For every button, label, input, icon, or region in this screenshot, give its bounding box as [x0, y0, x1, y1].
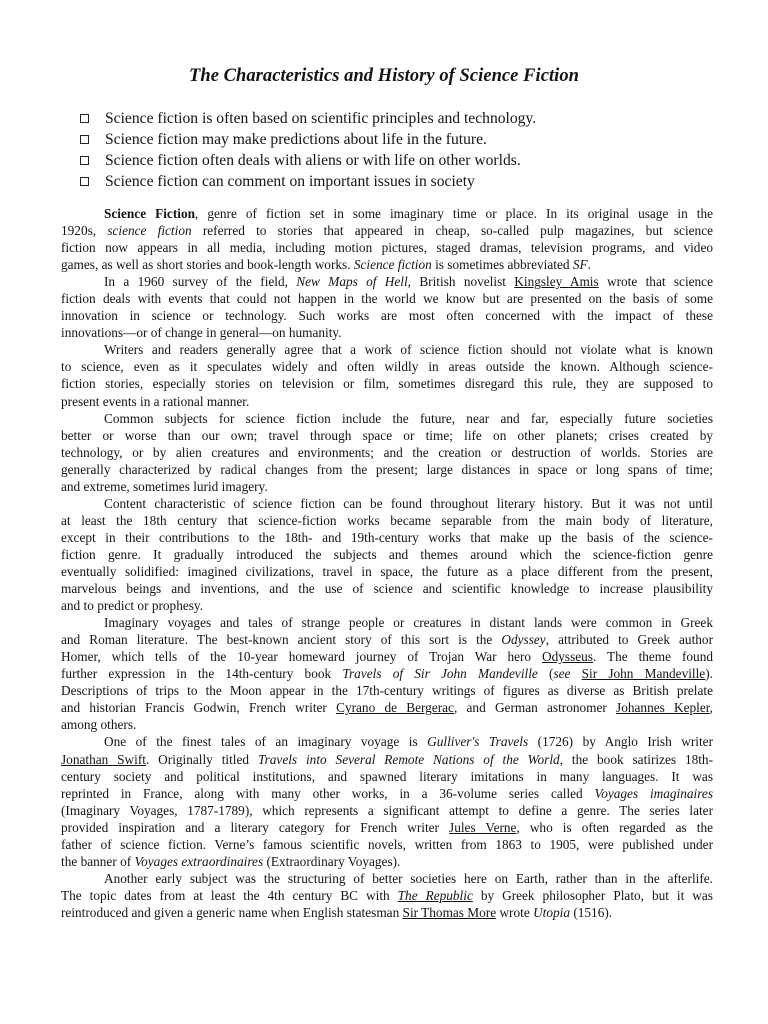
body-line — [61, 682, 713, 699]
body-line — [61, 597, 713, 614]
body-line — [61, 665, 713, 682]
body-line — [61, 205, 713, 222]
body-line — [61, 495, 713, 512]
text-run: provided inspiration and a literary category for French writer — [61, 819, 450, 835]
text-run: father of science fiction. Verne’s famous scientific novels, written from 1863 to 1905, were published under — [61, 836, 713, 852]
text-run: referred to stories that appeared in cheap, so-called pulp magazines, but science — [191, 223, 713, 239]
text-run: . — [587, 257, 591, 273]
emphasized-text: Voyages imaginaires — [594, 785, 713, 801]
text-run: , attributed to Greek author — [545, 632, 713, 648]
text-run: (Imaginary Voyages, 1787-1789), which represents a significant attempt to define a genre. The series later — [61, 802, 713, 818]
text-run: 1920s, — [61, 223, 108, 239]
emphasized-text: Gulliver's Travels — [427, 734, 529, 750]
bullet-list — [80, 108, 536, 192]
emphasized-text: Travels of Sir John Mandeville — [342, 666, 538, 682]
emphasized-text: Science fiction — [353, 257, 432, 273]
body-line — [61, 358, 713, 375]
body-line — [61, 802, 713, 819]
text-run: present events in a rational manner. — [61, 393, 250, 409]
text-run: marvelous beings and inventions, and the use of science and scientific knowledge to increase plausibility — [61, 581, 713, 597]
hyperlink[interactable]: The Republic — [397, 887, 473, 903]
body-line — [61, 256, 713, 273]
emphasized-text: Voyages extraordinaires — [134, 853, 264, 869]
text-run: except in their contributions to the 18th- and 19th-century works that make up the basis of the science- — [61, 529, 713, 545]
body-line — [61, 546, 713, 563]
text-run: generally characterized by radical changes from the present; large distances in space or long spans of time; — [61, 461, 713, 477]
text-run: and to predict or prophesy. — [61, 598, 204, 614]
body-line — [61, 341, 713, 358]
body-line — [61, 699, 713, 716]
article-body — [61, 205, 713, 921]
text-run: ( — [537, 666, 554, 682]
body-line — [61, 290, 713, 307]
text-run: reprinted in France, along with many other works, in a 36-volume series called — [61, 785, 595, 801]
text-run: . Originally titled — [145, 751, 258, 767]
hyperlink[interactable]: Sir John Mandeville — [581, 666, 706, 682]
text-run: among others. — [61, 717, 137, 733]
text-run: ). — [705, 666, 713, 682]
text-run: by Greek philosopher Plato, but it was — [472, 887, 713, 903]
emphasized-text: Science Fiction — [104, 206, 195, 221]
bullet-item — [80, 150, 536, 171]
text-run: further expression in the 14th-century book — [61, 666, 343, 682]
text-run: wrote — [496, 904, 534, 920]
text-run: technology, or by alien creatures and environments; and the creation or destruction of worlds. Stories are — [61, 444, 713, 460]
body-line — [61, 870, 713, 887]
text-run: Imaginary voyages and tales of strange people or creatures in distant lands were common in Greek — [104, 615, 713, 631]
page-title: The Characteristics and History of Science Fiction — [189, 66, 579, 86]
hyperlink[interactable]: Jules Verne — [449, 819, 517, 835]
text-run: fiction now appears in all media, including motion pictures, staged dramas, television programs, and video — [61, 240, 713, 256]
text-run: In a 1960 survey of the field, — [104, 274, 297, 290]
emphasized-text: Odyssey — [501, 632, 546, 648]
text-run: wrote that science — [598, 274, 713, 290]
body-line — [61, 478, 713, 495]
body-line — [61, 580, 713, 597]
body-line — [61, 512, 713, 529]
hyperlink[interactable]: Sir Thomas More — [402, 904, 497, 920]
text-run: (Extraordinary Voyages). — [263, 853, 401, 869]
body-line — [61, 324, 713, 341]
body-line — [61, 819, 713, 836]
text-run: games, as well as short stories and book-length works. — [61, 257, 354, 273]
body-line — [61, 273, 713, 290]
text-run: (1516). — [570, 904, 613, 920]
text-run: , British novelist — [407, 274, 515, 290]
text-run: to science, even as it speculates widely and often wildly in areas outside the known. Although science- — [61, 359, 713, 375]
text-run: . The theme found — [592, 649, 713, 665]
body-line — [61, 307, 713, 324]
emphasized-text: New Maps of Hell — [296, 274, 408, 290]
body-line — [61, 461, 713, 478]
bullet-item — [80, 108, 536, 129]
text-run: at least the 18th century that science-fiction works became separable from the main body of literature, — [61, 512, 713, 528]
checkbox-bullet-icon — [80, 156, 89, 165]
checkbox-bullet-icon — [80, 135, 89, 144]
text-run: the banner of — [61, 853, 135, 869]
text-run — [570, 666, 581, 681]
checkbox-bullet-icon — [80, 177, 89, 186]
text-run: , — [709, 700, 713, 716]
text-run: eventually solidified: imagined civilizations, travel in space, the future as a place different from the present, — [61, 563, 713, 579]
body-line — [61, 375, 713, 392]
text-run: Content characteristic of science fiction can be found throughout literary history. But it was not until — [104, 495, 713, 511]
body-line — [61, 614, 713, 631]
text-run: fiction stories, especially stories on television or film, sometimes disregard this rule, they are supposed to — [61, 376, 713, 392]
body-line — [61, 785, 713, 802]
body-line — [61, 836, 713, 853]
text-run: , who is often regarded as the — [516, 819, 713, 835]
body-line — [61, 716, 713, 733]
text-run: , the book satirizes 18th- — [559, 751, 713, 767]
text-run: fiction deals with events that could not happen in the world we know but are presented on the basis of some — [61, 291, 713, 307]
text-run: innovations—or of change in general—on humanity. — [61, 325, 342, 341]
text-run: better or worse than our own; travel through space or time; life on other planets; crises created by — [61, 427, 713, 443]
text-run: century society and political institutions, and spawned literary imitations in many languages. It was — [61, 768, 713, 784]
bullet-text: Science fiction often deals with aliens or with life on other worlds. — [105, 152, 521, 169]
text-run: fiction genre. It gradually introduced the subjects and themes around which the science-fiction genre — [61, 546, 713, 562]
bullet-item — [80, 129, 536, 150]
body-line — [61, 904, 713, 921]
body-line — [61, 648, 713, 665]
bullet-text: Science fiction is often based on scientific principles and technology. — [105, 110, 537, 127]
text-run: One of the finest tales of an imaginary voyage is — [104, 734, 428, 750]
text-run: and Roman literature. The best-known ancient story of this sort is the — [61, 632, 502, 648]
text-run: and historian Francis Godwin, French writer — [61, 700, 337, 716]
body-line — [61, 768, 713, 785]
text-run: , genre of fiction set in some imaginary time or place. In its original usage in the — [195, 206, 713, 221]
bullet-text: Science fiction can comment on important issues in society — [105, 173, 475, 190]
body-line — [61, 563, 713, 580]
body-line — [61, 410, 713, 427]
hyperlink[interactable]: Johannes Kepler — [616, 700, 710, 716]
text-run: (1726) by Anglo Irish writer — [528, 734, 713, 750]
hyperlink[interactable]: Cyrano de Bergerac — [336, 700, 454, 716]
checkbox-bullet-icon — [80, 114, 89, 123]
emphasized-text: Utopia — [533, 904, 570, 920]
emphasized-text: SF — [572, 257, 588, 273]
body-line — [61, 222, 713, 239]
text-run: Another early subject was the structuring of better societies here on Earth, rather than in the afterlife. — [104, 870, 713, 886]
text-run: Descriptions of trips to the Moon appear in the 17th-century writings of figures as diverse as British prelate — [61, 683, 713, 699]
text-run: Common subjects for science fiction include the future, near and far, especially future societies — [104, 410, 713, 426]
text-run: and extreme, sometimes lurid imagery. — [61, 478, 268, 494]
emphasized-text: science fiction — [107, 223, 192, 239]
body-line — [61, 631, 713, 648]
body-line — [61, 733, 713, 750]
hyperlink[interactable]: Kingsley Amis — [514, 274, 599, 290]
text-run: , and German astronomer — [453, 700, 617, 716]
body-line — [61, 393, 713, 410]
body-line — [61, 853, 713, 870]
text-run: Writers and readers generally agree that a work of science fiction should not violate what is known — [104, 342, 713, 358]
body-line — [61, 427, 713, 444]
bullet-text: Science fiction may make predictions about life in the future. — [105, 131, 487, 148]
hyperlink[interactable]: Odysseus — [542, 649, 593, 665]
body-line — [61, 239, 713, 256]
text-run: The topic dates from at least the 4th century BC with — [61, 887, 398, 903]
body-line — [61, 887, 713, 904]
text-run: Homer, which tells of the 10-year homeward journey of Trojan War hero — [61, 649, 542, 665]
hyperlink[interactable]: Jonathan Swift — [61, 751, 146, 767]
text-run: is sometimes abbreviated — [431, 257, 573, 273]
body-line — [61, 444, 713, 461]
body-line — [61, 529, 713, 546]
emphasized-text: see — [553, 666, 571, 682]
emphasized-text: Travels into Several Remote Nations of the World — [257, 751, 560, 767]
text-run: innovation in science or technology. Such works are most often concerned with the impact of these — [61, 308, 713, 324]
bullet-item — [80, 171, 536, 192]
body-line — [61, 751, 713, 768]
text-run: reintroduced and given a generic name when English statesman — [61, 904, 403, 920]
